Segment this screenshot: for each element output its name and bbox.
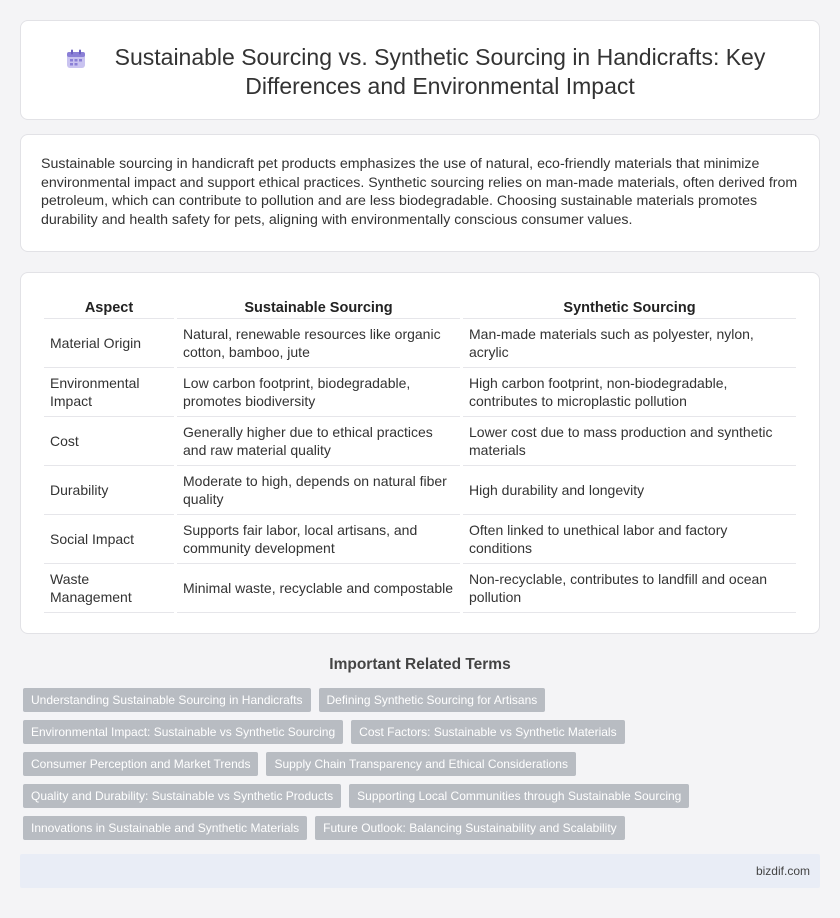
header-synthetic: Synthetic Sourcing [463, 297, 796, 319]
page-title: Sustainable Sourcing vs. Synthetic Sourcing in Handicrafts: Key Differences and Environmental Impact [114, 44, 766, 99]
related-term-tag[interactable]: Cost Factors: Sustainable vs Synthetic Materials [351, 720, 624, 744]
cell-sustainable: Natural, renewable resources like organic cotton, bamboo, jute [177, 319, 460, 368]
footer [20, 854, 820, 888]
related-term-tag[interactable]: Innovations in Sustainable and Synthetic Materials [23, 816, 307, 840]
related-terms-list [23, 688, 823, 848]
cell-synthetic: Man-made materials such as polyester, nylon, acrylic [463, 319, 796, 368]
cell-aspect: Environmental Impact [44, 368, 174, 417]
cell-sustainable: Minimal waste, recyclable and compostable [177, 564, 460, 613]
cell-sustainable: Moderate to high, depends on natural fiber quality [177, 466, 460, 515]
title-card [20, 20, 820, 120]
table-header-row [44, 297, 796, 319]
related-term-tag[interactable]: Environmental Impact: Sustainable vs Synthetic Sourcing [23, 720, 343, 744]
cell-synthetic: High durability and longevity [463, 466, 796, 515]
related-term-tag[interactable]: Quality and Durability: Sustainable vs Synthetic Products [23, 784, 341, 808]
cell-aspect: Cost [44, 417, 174, 466]
summary-card [20, 134, 820, 252]
related-term-tag[interactable]: Supply Chain Transparency and Ethical Considerations [266, 752, 576, 776]
cell-sustainable: Generally higher due to ethical practices and raw material quality [177, 417, 460, 466]
table-row [44, 564, 796, 613]
cell-synthetic: Often linked to unethical labor and factory conditions [463, 515, 796, 564]
cell-aspect: Waste Management [44, 564, 174, 613]
table-row [44, 368, 796, 417]
table-row [44, 417, 796, 466]
cell-sustainable: Supports fair labor, local artisans, and community development [177, 515, 460, 564]
cell-aspect: Durability [44, 466, 174, 515]
comparison-table-card [20, 272, 820, 634]
table-row [44, 466, 796, 515]
cell-synthetic: Non-recyclable, contributes to landfill and ocean pollution [463, 564, 796, 613]
table-row [44, 319, 796, 368]
cell-aspect: Social Impact [44, 515, 174, 564]
cell-synthetic: Lower cost due to mass production and synthetic materials [463, 417, 796, 466]
related-term-tag[interactable]: Future Outlook: Balancing Sustainability and Scalability [315, 816, 625, 840]
site-link[interactable]: bizdif.com [755, 864, 810, 878]
comparison-table [41, 297, 799, 613]
cell-synthetic: High carbon footprint, non-biodegradable, contributes to microplastic pollution [463, 368, 796, 417]
related-terms-title: Important Related Terms [329, 656, 511, 673]
cell-sustainable: Low carbon footprint, biodegradable, promotes biodiversity [177, 368, 460, 417]
related-term-tag[interactable]: Supporting Local Communities through Sustainable Sourcing [349, 784, 689, 808]
related-term-tag[interactable]: Consumer Perception and Market Trends [23, 752, 258, 776]
summary-text: Sustainable sourcing in handicraft pet products emphasizes the use of natural, eco-friendly materials that minimize environmental impact and support ethical practices. Synthetic sourcing relies on man-made materials, often derived from petroleum, which can contribute to pollution and are less biodegradable. Choosing sustainable materials promotes durability and health safety for pets, aligning with environmentally conscious consumer values. [41, 156, 798, 228]
table-row [44, 515, 796, 564]
related-term-tag[interactable]: Defining Synthetic Sourcing for Artisans [319, 688, 546, 712]
related-term-tag[interactable]: Understanding Sustainable Sourcing in Handicrafts [23, 688, 311, 712]
header-aspect: Aspect [44, 297, 174, 319]
header-sustainable: Sustainable Sourcing [177, 297, 460, 319]
cell-aspect: Material Origin [44, 319, 174, 368]
